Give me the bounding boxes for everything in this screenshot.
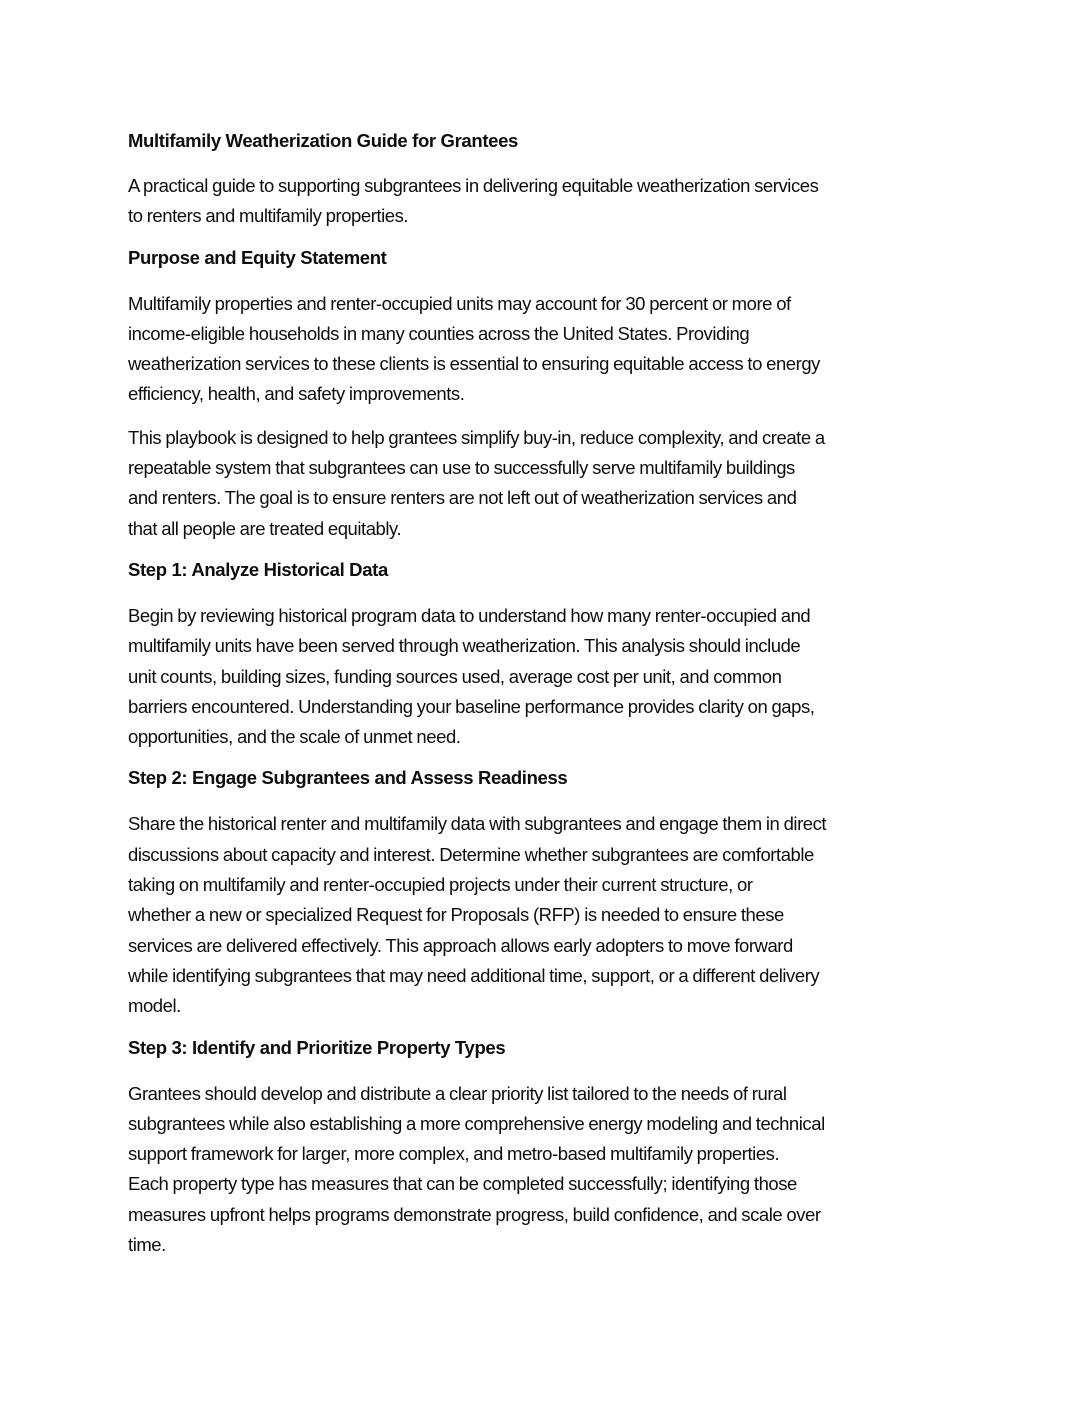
- text-line: support framework for larger, more complex, and metro-based multifamily properties.: [128, 1143, 780, 1165]
- text-line: while identifying subgrantees that may need additional time, support, or a different delivery: [128, 964, 820, 986]
- text-line: that all people are treated equitably.: [128, 517, 402, 539]
- paragraph: [128, 289, 968, 410]
- text-line: multifamily units have been served through weatherization. This analysis should include: [128, 635, 801, 657]
- text-line: Grantees should develop and distribute a clear priority list tailored to the needs of rural: [128, 1082, 787, 1104]
- text-line: and renters. The goal is to ensure renters are not left out of weatherization services and: [128, 487, 797, 509]
- text-line: unit counts, building sizes, funding sources used, average cost per unit, and common: [128, 665, 782, 687]
- section-step-3: [128, 1035, 968, 1261]
- document-subtitle: [128, 171, 968, 232]
- text-line: weatherization services to these clients is essential to ensuring equitable access to energy: [128, 353, 820, 375]
- text-line: time.: [128, 1234, 166, 1256]
- text-line: repeatable system that subgrantees can use to successfully serve multifamily buildings: [128, 457, 795, 479]
- text-line: Begin by reviewing historical program data to understand how many renter-occupied and: [128, 604, 811, 626]
- text-line: discussions about capacity and interest. Determine whether subgrantees are comfortable: [128, 843, 814, 865]
- text-line: Share the historical renter and multifamily data with subgrantees and engage them in direct: [128, 813, 827, 835]
- section-step-2: [128, 765, 968, 1021]
- text-line: This playbook is designed to help grantees simplify buy-in, reduce complexity, and create a: [128, 426, 825, 448]
- text-line: measures upfront helps programs demonstrate progress, build confidence, and scale over: [128, 1203, 821, 1225]
- text-line: A practical guide to supporting subgrantees in delivering equitable weatherization services: [128, 175, 819, 196]
- paragraph: [128, 1079, 968, 1261]
- text-line: subgrantees while also establishing a more comprehensive energy modeling and technical: [128, 1112, 825, 1134]
- section-heading: Purpose and Equity Statement: [128, 246, 387, 268]
- text-line: services are delivered effectively. This approach allows early adopters to move forward: [128, 934, 793, 956]
- text-line: model.: [128, 995, 181, 1017]
- document-title: Multifamily Weatherization Guide for Grantees: [128, 130, 518, 151]
- text-line: Multifamily properties and renter-occupied units may account for 30 percent or more of: [128, 292, 791, 314]
- text-line: to renters and multifamily properties.: [128, 205, 409, 227]
- text-line: barriers encountered. Understanding your baseline performance provides clarity on gaps,: [128, 695, 815, 717]
- section-step-1: [128, 557, 968, 752]
- document-page: [128, 128, 968, 1273]
- text-line: opportunities, and the scale of unmet need.: [128, 726, 461, 748]
- text-line: efficiency, health, and safety improvements.: [128, 383, 465, 405]
- text-line: income-eligible households in many counties across the United States. Providing: [128, 322, 750, 344]
- text-line: Each property type has measures that can be completed successfully; identifying those: [128, 1173, 797, 1195]
- section-heading: Step 3: Identify and Prioritize Property Types: [128, 1036, 506, 1058]
- section-heading: Step 1: Analyze Historical Data: [128, 558, 388, 580]
- text-line: taking on multifamily and renter-occupied projects under their current structure, or: [128, 874, 753, 896]
- paragraph: [128, 423, 968, 544]
- paragraph: [128, 809, 968, 1021]
- section-heading: Step 2: Engage Subgrantees and Assess Readiness: [128, 767, 568, 789]
- section-purpose-equity: [128, 245, 968, 544]
- paragraph: [128, 601, 968, 752]
- text-line: whether a new or specialized Request for Proposals (RFP) is needed to ensure these: [128, 904, 784, 926]
